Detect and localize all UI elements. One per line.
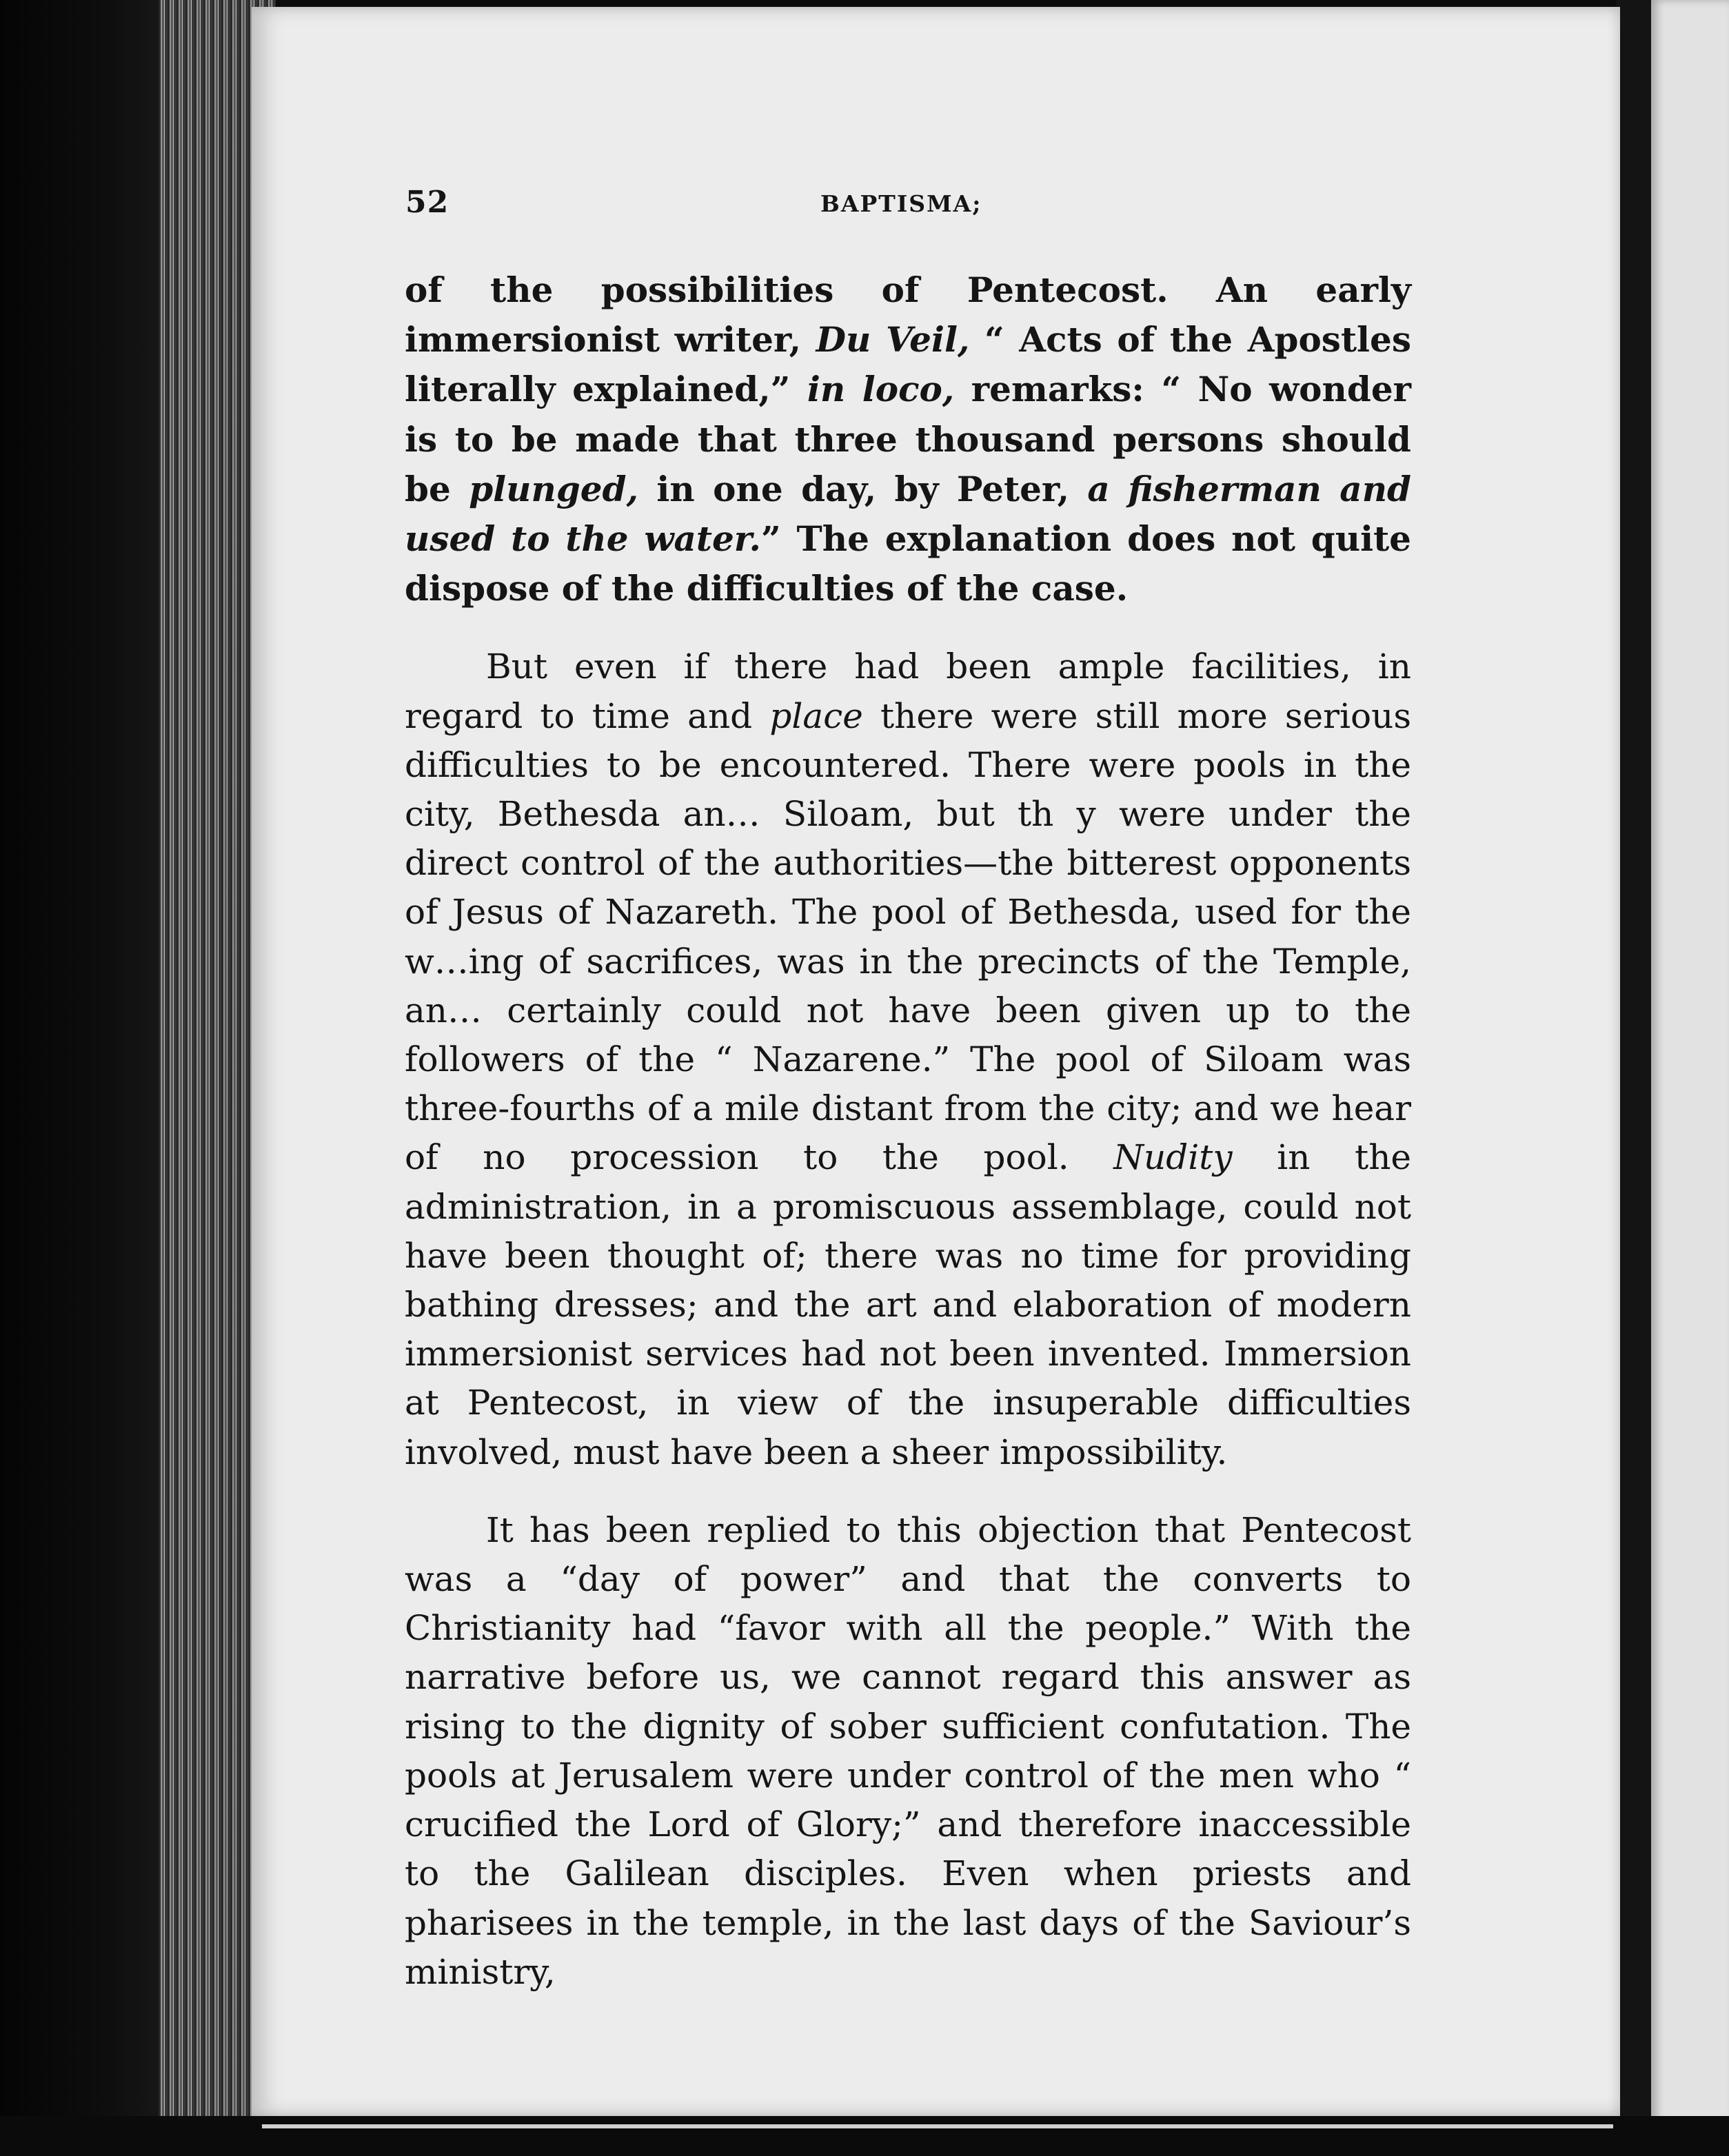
binding-shadow xyxy=(0,0,179,2156)
italic-segment: place xyxy=(769,695,863,736)
text-segment: in one day, by Peter, xyxy=(638,468,1088,509)
body-text xyxy=(405,265,1411,1997)
text-segment: ” The explanation does not quite dispose of the difficulties of the case. xyxy=(405,518,1411,609)
text-segment: there were still more serious difficulties to be encountered. There were pools in the city, Bethesda an… Siloam, but th y were under the direct control of the authorities—the bitterest opponents of Jesus of Nazareth. The pool of Bethesda, used for the w…ing of sacrifices, was in the precincts of the Temple, an… certainly could not have been given up to the followers of the “ Nazarene.” The pool of Siloam was three-fourths of a mile distant from the city; and we hear of no procession to the pool. xyxy=(405,695,1412,1178)
bottom-margin xyxy=(0,2116,1729,2156)
running-title: BAPTISMA; xyxy=(820,190,982,217)
italic-segment: a fisherman and used to the water. xyxy=(405,468,1412,560)
text-segment: of the possibilities of Pentecost. An early immersionist writer, xyxy=(405,270,1411,360)
next-page-edge xyxy=(1651,0,1729,2156)
page-number: 52 xyxy=(405,185,449,220)
italic-segment: Du Veil, xyxy=(816,319,970,360)
text-segment: remarks: “ No wonder is to be made that three thousand persons should be xyxy=(405,369,1411,509)
text-segment: “ Acts of the Apostles literally explained,” xyxy=(405,319,1411,410)
text-segment: It has been replied to this objection that Pentecost was a “day of power” and that the converts to Christianity had “favor with all the people.” With the narrative before us, we cannot regard this answer as rising to the dignity of sober sufficient confutation. The pools at Jerusalem were under control of the men who “ crucified the Lord of Glory;” and therefore inaccessible to the Galilean disciples. Even when priests and pharisees in the temple, in the last days of the Saviour’s ministry, xyxy=(405,1509,1411,1992)
text-segment: But even if there had been ample facilities, in regard to time and xyxy=(405,647,1411,736)
paragraph-3 xyxy=(405,1506,1411,1997)
paragraph-2 xyxy=(405,642,1411,1476)
right-gutter xyxy=(1617,0,1651,2156)
italic-segment: Nudity xyxy=(1113,1137,1233,1178)
page-bottom-edge xyxy=(262,2124,1613,2128)
italic-segment: in loco, xyxy=(807,369,955,410)
text-segment: in the administration, in a promiscuous assemblage, could not have been thought of; there was no time for providing bathing dresses; and the art and elaboration of modern immersionist services had not been invented. Immersion at Pentecost, in view of the insuperable difficulties involved, must have been a sheer impossibility. xyxy=(405,1137,1411,1472)
italic-segment: plunged, xyxy=(469,468,638,509)
paragraph-1 xyxy=(405,265,1411,613)
